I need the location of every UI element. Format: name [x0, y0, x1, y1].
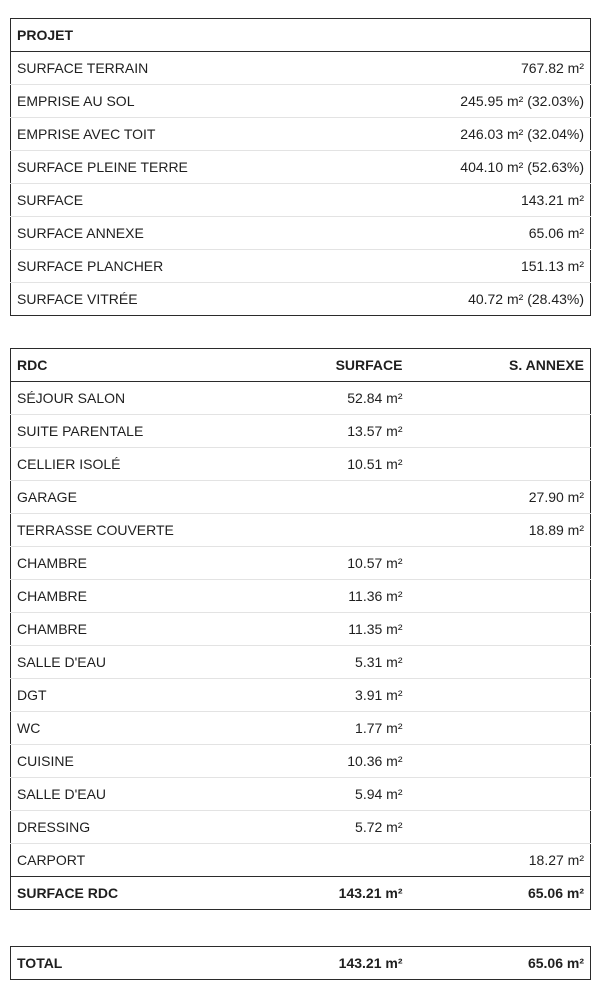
rdc-room-surface: 5.31 m²	[256, 646, 409, 679]
rdc-room-annexe	[409, 382, 591, 415]
total-surface: 143.21 m²	[338, 955, 403, 971]
projet-row	[11, 151, 591, 184]
rdc-room-annexe	[409, 778, 591, 811]
rdc-room-name: WC	[11, 712, 256, 745]
projet-row-label: SURFACE TERRAIN	[17, 60, 149, 76]
projet-title: PROJET	[17, 27, 74, 43]
rdc-room-row	[11, 415, 591, 448]
rdc-room-row	[11, 580, 591, 613]
rdc-room-row	[11, 679, 591, 712]
rdc-footer-annexe: 65.06 m²	[409, 877, 591, 910]
projet-row	[11, 118, 591, 151]
projet-row-value: 143.21 m²	[301, 184, 591, 217]
rdc-room-annexe	[409, 712, 591, 745]
rdc-room-annexe	[409, 415, 591, 448]
rdc-header-annexe: S. ANNEXE	[509, 357, 584, 373]
rdc-room-annexe	[409, 580, 591, 613]
rdc-room-name: CHAMBRE	[11, 613, 256, 646]
rdc-room-row	[11, 646, 591, 679]
rdc-footer-row	[11, 877, 591, 910]
rdc-room-row	[11, 514, 591, 547]
projet-row-value: 65.06 m²	[301, 217, 591, 250]
projet-row-value: 245.95 m² (32.03%)	[301, 85, 591, 118]
projet-row-label: EMPRISE AVEC TOIT	[11, 118, 301, 151]
total-annexe: 65.06 m²	[527, 955, 584, 971]
rdc-table	[10, 348, 591, 910]
projet-row-label: SURFACE	[11, 184, 301, 217]
rdc-room-name: CARPORT	[11, 844, 256, 877]
rdc-room-annexe	[409, 547, 591, 580]
projet-row-label: SURFACE PLANCHER	[11, 250, 301, 283]
rdc-room-annexe	[409, 679, 591, 712]
rdc-room-surface: 10.51 m²	[256, 448, 409, 481]
rdc-room-annexe	[409, 448, 591, 481]
projet-row-value: 40.72 m² (28.43%)	[301, 283, 591, 316]
rdc-room-surface: 11.36 m²	[256, 580, 409, 613]
rdc-header-surface: SURFACE	[335, 357, 403, 373]
rdc-room-surface: 13.57 m²	[256, 415, 409, 448]
projet-row-value: 246.03 m² (32.04%)	[301, 118, 591, 151]
rdc-room-name: TERRASSE COUVERTE	[11, 514, 256, 547]
projet-row	[11, 283, 591, 316]
rdc-room-row	[11, 811, 591, 844]
rdc-room-row	[11, 844, 591, 877]
rdc-room-name: SALLE D'EAU	[11, 778, 256, 811]
rdc-room-annexe	[409, 613, 591, 646]
rdc-body	[11, 382, 591, 877]
rdc-room-row	[11, 613, 591, 646]
rdc-room-annexe	[409, 646, 591, 679]
total-label: TOTAL	[17, 955, 63, 971]
projet-row	[11, 250, 591, 283]
rdc-room-surface: 5.94 m²	[256, 778, 409, 811]
rdc-room-name: CELLIER ISOLÉ	[11, 448, 256, 481]
projet-row	[11, 85, 591, 118]
projet-row	[11, 52, 591, 85]
projet-row	[11, 217, 591, 250]
projet-row-label: SURFACE VITRÉE	[11, 283, 301, 316]
rdc-footer-surface: 143.21 m²	[256, 877, 409, 910]
total-table	[10, 946, 591, 980]
projet-row-label: EMPRISE AU SOL	[11, 85, 301, 118]
rdc-room-surface: 11.35 m²	[256, 613, 409, 646]
rdc-room-surface	[256, 844, 409, 877]
total-row	[11, 947, 591, 980]
rdc-header-row	[11, 349, 591, 382]
rdc-room-row	[11, 481, 591, 514]
rdc-room-name: DRESSING	[11, 811, 256, 844]
rdc-room-name: GARAGE	[11, 481, 256, 514]
projet-row-label: SURFACE ANNEXE	[11, 217, 301, 250]
rdc-room-name: CUISINE	[11, 745, 256, 778]
rdc-room-annexe	[409, 811, 591, 844]
rdc-footer-name: SURFACE RDC	[11, 877, 256, 910]
rdc-room-name: SÉJOUR SALON	[17, 390, 126, 406]
rdc-room-surface: 52.84 m²	[347, 390, 403, 406]
rdc-room-surface: 5.72 m²	[256, 811, 409, 844]
projet-header-row	[11, 19, 591, 52]
rdc-room-annexe	[409, 745, 591, 778]
rdc-room-row	[11, 778, 591, 811]
rdc-room-surface: 10.36 m²	[256, 745, 409, 778]
rdc-room-row	[11, 745, 591, 778]
rdc-room-row	[11, 448, 591, 481]
projet-row-value: 767.82 m²	[520, 60, 585, 76]
rdc-room-surface: 10.57 m²	[256, 547, 409, 580]
rdc-room-name: CHAMBRE	[11, 580, 256, 613]
rdc-room-name: SUITE PARENTALE	[11, 415, 256, 448]
projet-row	[11, 184, 591, 217]
rdc-room-surface	[256, 514, 409, 547]
rdc-room-row	[11, 382, 591, 415]
rdc-room-surface: 3.91 m²	[256, 679, 409, 712]
projet-body	[11, 52, 591, 316]
projet-row-value: 404.10 m² (52.63%)	[301, 151, 591, 184]
rdc-room-row	[11, 547, 591, 580]
projet-table	[10, 18, 591, 316]
rdc-room-annexe: 27.90 m²	[409, 481, 591, 514]
rdc-room-surface	[256, 481, 409, 514]
rdc-room-annexe: 18.27 m²	[409, 844, 591, 877]
rdc-room-name: CHAMBRE	[11, 547, 256, 580]
rdc-room-name: DGT	[11, 679, 256, 712]
projet-row-label: SURFACE PLEINE TERRE	[11, 151, 301, 184]
rdc-room-annexe: 18.89 m²	[409, 514, 591, 547]
projet-row-value: 151.13 m²	[301, 250, 591, 283]
rdc-room-row	[11, 712, 591, 745]
rdc-header-name: RDC	[17, 357, 48, 373]
rdc-room-name: SALLE D'EAU	[11, 646, 256, 679]
rdc-room-surface: 1.77 m²	[256, 712, 409, 745]
